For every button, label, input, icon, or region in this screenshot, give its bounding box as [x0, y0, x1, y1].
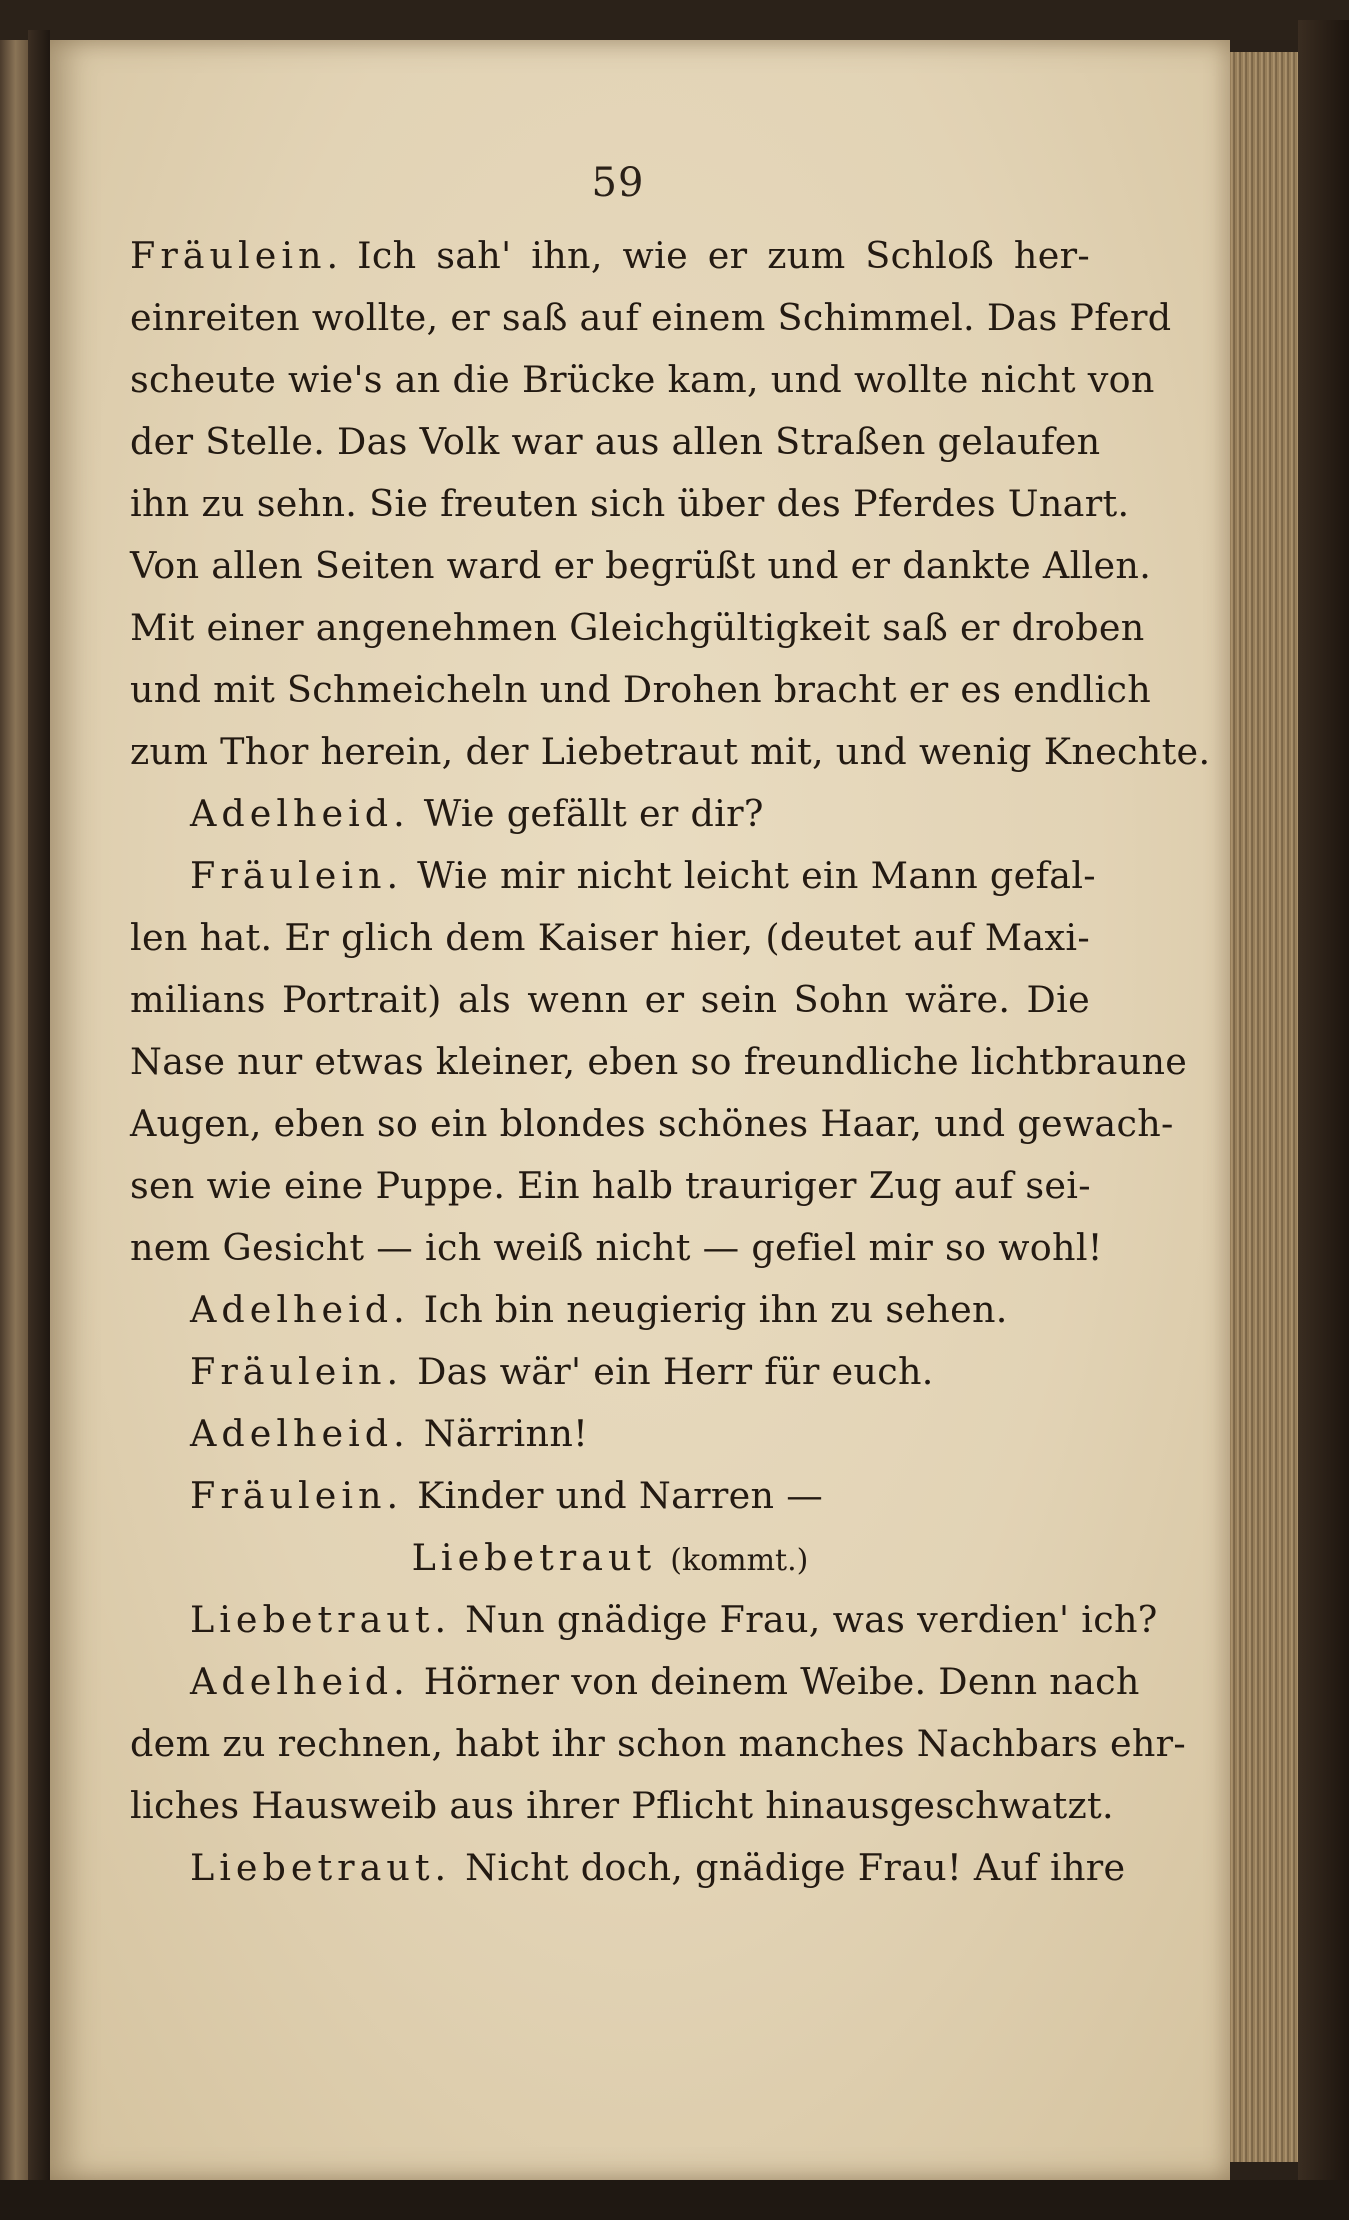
speech-text: Nicht doch, gnädige Frau! Auf ihre: [465, 1846, 1126, 1889]
speech-text: Wie gefällt er dir?: [423, 792, 764, 835]
page-number: 59: [591, 160, 645, 206]
text-line: [130, 1837, 1126, 1899]
text-line: [130, 721, 1211, 783]
text-line: [130, 783, 1090, 845]
facing-page-edge: [0, 40, 28, 2190]
speaker-name: Liebetraut.: [190, 1846, 452, 1889]
text-line: [130, 349, 1155, 411]
text-line: [130, 1589, 1158, 1651]
speaker-name: Adelheid.: [190, 792, 410, 835]
speech-text: milians Portrait) als wenn er sein Sohn wäre. Die: [130, 978, 1090, 1021]
speech-text: dem zu rechnen, habt ihr schon manches Nachbars ehr-: [130, 1722, 1187, 1765]
book-gutter: [28, 30, 50, 2200]
text-line: [130, 1403, 1090, 1465]
page-text: [130, 225, 1211, 1899]
speech-text: einreiten wollte, er saß auf einem Schimmel. Das Pferd: [130, 296, 1172, 339]
text-line: [130, 473, 1130, 535]
text-line: [130, 1651, 1140, 1713]
speech-text: Hörner von deinem Weibe. Denn nach: [423, 1660, 1140, 1703]
speech-text: Nun gnädige Frau, was verdien' ich?: [465, 1598, 1158, 1641]
speaker-name: Adelheid.: [190, 1288, 410, 1331]
speech-text: Wie mir nicht leicht ein Mann gefal-: [417, 854, 1096, 897]
text-line: [130, 1465, 1090, 1527]
speech-text: nem Gesicht — ich weiß nicht — gefiel mir so wohl!: [130, 1226, 1103, 1269]
text-line: [130, 1279, 1090, 1341]
speech-text: Ich sah' ihn, wie er zum Schloß her-: [357, 234, 1090, 277]
speech-text: Von allen Seiten ward er begrüßt und er dankte Allen.: [130, 544, 1152, 587]
speech-text: zum Thor herein, der Liebetraut mit, und wenig Knechte.: [130, 730, 1211, 773]
text-line: [130, 411, 1101, 473]
speaker-name: Fräulein.: [130, 234, 344, 277]
speech-text: Das wär' ein Herr für euch.: [417, 1350, 934, 1393]
speech-text: Nase nur etwas kleiner, eben so freundliche lichtbraune: [130, 1040, 1188, 1083]
speaker-name: Adelheid.: [190, 1660, 410, 1703]
speech-text: liches Hausweib aus ihrer Pflicht hinausgeschwatzt.: [130, 1784, 1114, 1827]
speaker-name: Fräulein.: [190, 1350, 404, 1393]
text-line: [130, 1217, 1103, 1279]
background-top: [0, 0, 1349, 40]
stage-direction: (kommt.): [670, 1543, 809, 1578]
text-line: [130, 1155, 1090, 1217]
text-line: [130, 535, 1152, 597]
text-line: [130, 1031, 1188, 1093]
text-line: [130, 969, 1090, 1031]
speech-text: len hat. Er glich dem Kaiser hier, (deutet auf Maxi-: [130, 916, 1090, 959]
speaker-name: Adelheid.: [190, 1412, 410, 1455]
page-edges: [1230, 52, 1298, 2162]
text-line: [130, 659, 1152, 721]
book-cover-edge: [1298, 20, 1349, 2220]
speech-text: scheute wie's an die Brücke kam, und wollte nicht von: [130, 358, 1155, 401]
speech-text: Närrinn!: [423, 1412, 589, 1455]
text-line: [130, 1093, 1174, 1155]
text-line: [130, 907, 1090, 969]
text-line: [130, 1341, 1090, 1403]
text-line: [130, 287, 1172, 349]
speech-text: ihn zu sehn. Sie freuten sich über des Pferdes Unart.: [130, 482, 1130, 525]
text-line: [130, 597, 1145, 659]
speaker-name: Fräulein.: [190, 1474, 404, 1517]
text-line: [130, 225, 1090, 287]
speech-text: Kinder und Narren —: [417, 1474, 824, 1517]
stage-direction-line: [130, 1527, 1090, 1589]
text-line: [130, 845, 1096, 907]
speech-text: Augen, eben so ein blondes schönes Haar, und gewach-: [130, 1102, 1174, 1145]
text-line: [130, 1713, 1187, 1775]
speech-text: und mit Schmeicheln und Drohen bracht er es endlich: [130, 668, 1152, 711]
speaker-name: Fräulein.: [190, 854, 404, 897]
speaker-name: Liebetraut.: [190, 1598, 452, 1641]
background-bottom: [0, 2180, 1349, 2220]
speech-text: sen wie eine Puppe. Ein halb trauriger Zug auf sei-: [130, 1164, 1091, 1207]
speech-text: Ich bin neugierig ihn zu sehen.: [423, 1288, 1008, 1331]
speech-text: Mit einer angenehmen Gleichgültigkeit saß er droben: [130, 606, 1145, 649]
speaker-name: Liebetraut: [411, 1536, 657, 1579]
speech-text: der Stelle. Das Volk war aus allen Straßen gelaufen: [130, 420, 1101, 463]
text-line: [130, 1775, 1114, 1837]
